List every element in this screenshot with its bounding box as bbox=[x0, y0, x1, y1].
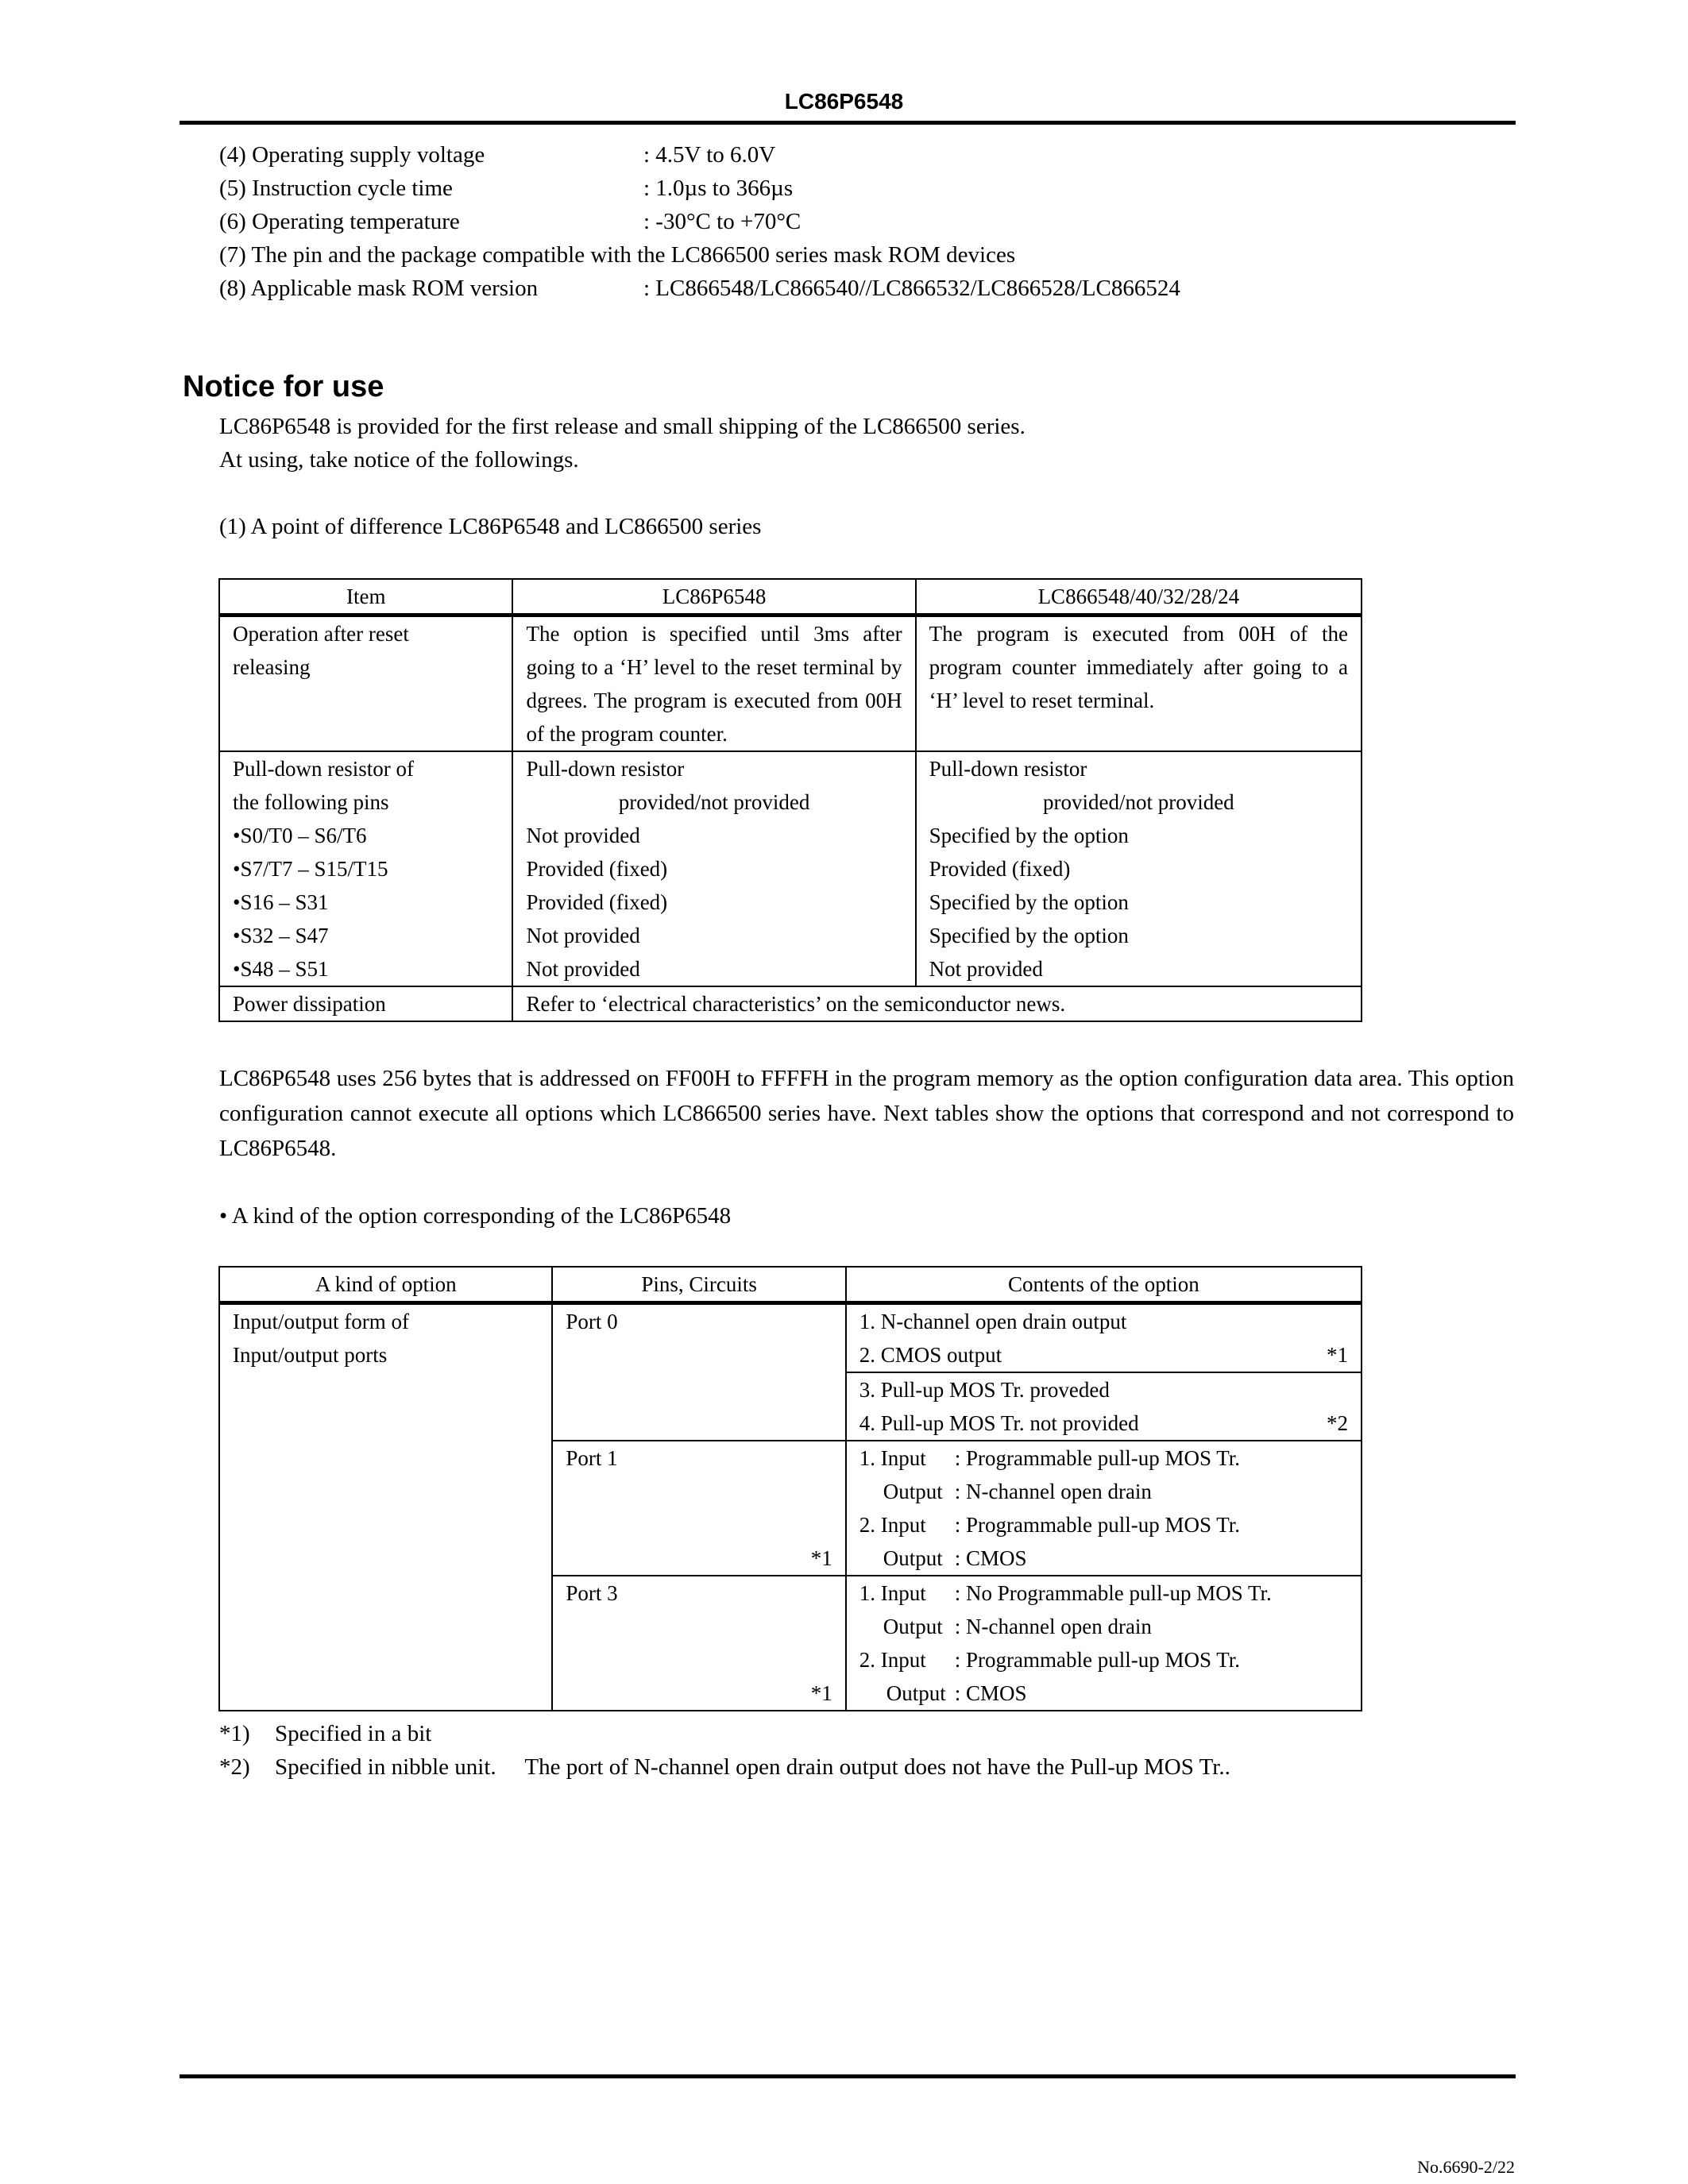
row2-p6548-line: Not provided bbox=[526, 924, 640, 947]
row2-p6548-line: Not provided bbox=[526, 824, 640, 847]
row3-item: Power dissipation bbox=[219, 986, 512, 1021]
page-header-title: LC86P6548 bbox=[784, 89, 904, 114]
col-mask-header: LC866548/40/32/28/24 bbox=[916, 579, 1362, 615]
port3-l4-val: : CMOS bbox=[954, 1681, 1027, 1705]
feature-4-value: : 4.5V to 6.0V bbox=[643, 142, 776, 168]
row2-mask-line: provided/not provided bbox=[1042, 790, 1234, 814]
port3-l3-key: 2. Input bbox=[859, 1648, 926, 1672]
row3-value: Refer to ‘electrical characteristics’ on the semiconductor news. bbox=[512, 986, 1362, 1021]
row2-mask-line: Specified by the option bbox=[929, 924, 1129, 947]
port0-option-4: 4. Pull-up MOS Tr. not provided bbox=[859, 1411, 1139, 1435]
port3-l3-val: : Programmable pull-up MOS Tr. bbox=[954, 1648, 1241, 1672]
option-config-paragraph: LC86P6548 uses 256 bytes that is addressed on FF00H to FFFFH in the program memory as the option configuration data area. This option configuration cannot execute all options which LC866500 series have. Next tables show the options that correspond and not correspond to LC86P6548. bbox=[219, 1066, 1514, 1161]
row1-item-line1: Operation after reset bbox=[233, 622, 409, 646]
footnote-1-text: Specified in a bit bbox=[275, 1721, 432, 1746]
option-kind-bullet: • A kind of the option corresponding of the LC86P6548 bbox=[219, 1203, 732, 1229]
port0-name: Port 0 bbox=[552, 1303, 845, 1441]
port0-option-2-note: *1 bbox=[1327, 1343, 1348, 1367]
row1-item-line2: releasing bbox=[233, 655, 311, 679]
port1-l3-key: 2. Input bbox=[859, 1513, 926, 1537]
footnote-2-text: Specified in nibble unit. The port of N-channel open drain output does not have the Pull-up MOS Tr.. bbox=[275, 1754, 1230, 1780]
col-pins-header: Pins, Circuits bbox=[552, 1267, 845, 1303]
notice-point-1: (1) A point of difference LC86P6548 and LC866500 series bbox=[219, 514, 762, 539]
port1-l1-val: : Programmable pull-up MOS Tr. bbox=[954, 1446, 1241, 1470]
col-item-header: Item bbox=[219, 579, 512, 615]
row2-item-line: •S7/T7 – S15/T15 bbox=[233, 857, 388, 881]
row2-item-line: Pull-down resistor of bbox=[233, 757, 414, 781]
port3-name: Port 3 bbox=[566, 1581, 618, 1605]
port1-name: Port 1 bbox=[566, 1446, 618, 1470]
header-rule bbox=[180, 121, 1516, 125]
row2-item-line: •S32 – S47 bbox=[233, 924, 329, 947]
port1-l3-val: : Programmable pull-up MOS Tr. bbox=[954, 1513, 1241, 1537]
port1-l2-val: : N-channel open drain bbox=[954, 1480, 1152, 1503]
feature-6-value: : -30°C to +70°C bbox=[643, 209, 802, 234]
port3-l2-val: : N-channel open drain bbox=[954, 1615, 1152, 1638]
row2-mask-line: Not provided bbox=[929, 957, 1043, 981]
port0-option-2: 2. CMOS output bbox=[859, 1343, 1002, 1367]
row2-p6548-line: Not provided bbox=[526, 957, 640, 981]
port3-l4-key: Output bbox=[886, 1681, 946, 1705]
row2-mask-line: Specified by the option bbox=[929, 890, 1129, 914]
row2-mask-line: Provided (fixed) bbox=[929, 857, 1071, 881]
feature-8-label: (8) Applicable mask ROM version bbox=[219, 276, 539, 301]
footer-rule bbox=[180, 2074, 1516, 2078]
port1-l1-key: 1. Input bbox=[859, 1446, 926, 1470]
table-row bbox=[219, 1303, 1362, 1373]
port1-l2-key: Output bbox=[883, 1480, 943, 1503]
feature-8-value: : LC866548/LC866540//LC866532/LC866528/LC866524 bbox=[643, 276, 1180, 301]
port3-l2-key: Output bbox=[883, 1615, 943, 1638]
difference-table bbox=[218, 578, 1362, 1022]
page-number: No.6690-2/22 bbox=[1417, 2157, 1515, 2177]
port0-option-4-note: *2 bbox=[1327, 1411, 1348, 1435]
feature-6-label: (6) Operating temperature bbox=[219, 209, 460, 234]
port3-l1-key: 1. Input bbox=[859, 1581, 926, 1605]
feature-5-label: (5) Instruction cycle time bbox=[219, 176, 453, 201]
col-kind-header: A kind of option bbox=[219, 1267, 552, 1303]
row2-item-line: the following pins bbox=[233, 790, 389, 814]
row2-mask-line: Specified by the option bbox=[929, 824, 1129, 847]
table-row bbox=[219, 986, 1362, 1021]
option-table bbox=[218, 1266, 1362, 1711]
port3-l1-val: : No Programmable pull-up MOS Tr. bbox=[954, 1581, 1272, 1605]
footnote-2-mark: *2) bbox=[219, 1754, 250, 1780]
feature-7-label: (7) The pin and the package compatible with the LC866500 series mask ROM devices bbox=[219, 242, 1016, 268]
row2-p6548-line: Pull-down resistor bbox=[526, 757, 685, 781]
row2-item-line: •S48 – S51 bbox=[233, 957, 329, 981]
notice-intro-2: At using, take notice of the followings. bbox=[219, 447, 579, 473]
row1-mask: The program is executed from 00H of the program counter immediately after going to a ‘H’ level to reset terminal. bbox=[916, 615, 1362, 752]
port3-note: *1 bbox=[810, 1681, 832, 1705]
row2-item-line: •S0/T0 – S6/T6 bbox=[233, 824, 367, 847]
port1-note: *1 bbox=[810, 1546, 832, 1570]
table-row bbox=[219, 751, 1362, 986]
port1-l4-key: Output bbox=[883, 1546, 943, 1570]
feature-5-value: : 1.0µs to 366µs bbox=[643, 176, 794, 201]
row1-p6548: The option is specified until 3ms after going to a ‘H’ level to the reset terminal by dgrees. The program is executed from 00H of the program counter. bbox=[512, 615, 915, 752]
table-row bbox=[219, 615, 1362, 752]
row2-p6548-line: Provided (fixed) bbox=[526, 857, 668, 881]
feature-4-label: (4) Operating supply voltage bbox=[219, 142, 485, 168]
port1-l4-val: : CMOS bbox=[954, 1546, 1027, 1570]
notice-heading: Notice for use bbox=[183, 370, 384, 403]
port0-option-1: 1. N-channel open drain output bbox=[859, 1310, 1127, 1333]
row2-p6548-line: Provided (fixed) bbox=[526, 890, 668, 914]
port0-option-3: 3. Pull-up MOS Tr. proveded bbox=[859, 1378, 1110, 1402]
notice-intro-1: LC86P6548 is provided for the first release and small shipping of the LC866500 series. bbox=[219, 414, 1026, 439]
difference-table-header bbox=[219, 579, 1362, 615]
col-p6548-header: LC86P6548 bbox=[512, 579, 915, 615]
option-table-header bbox=[219, 1267, 1362, 1303]
footnote-1-mark: *1) bbox=[219, 1721, 250, 1746]
kind-line1: Input/output form of bbox=[233, 1310, 409, 1333]
kind-line2: Input/output ports bbox=[233, 1343, 388, 1367]
row2-mask-line: Pull-down resistor bbox=[929, 757, 1087, 781]
col-contents-header: Contents of the option bbox=[846, 1267, 1362, 1303]
row2-p6548-line: provided/not provided bbox=[618, 790, 810, 814]
row2-item-line: •S16 – S31 bbox=[233, 890, 329, 914]
